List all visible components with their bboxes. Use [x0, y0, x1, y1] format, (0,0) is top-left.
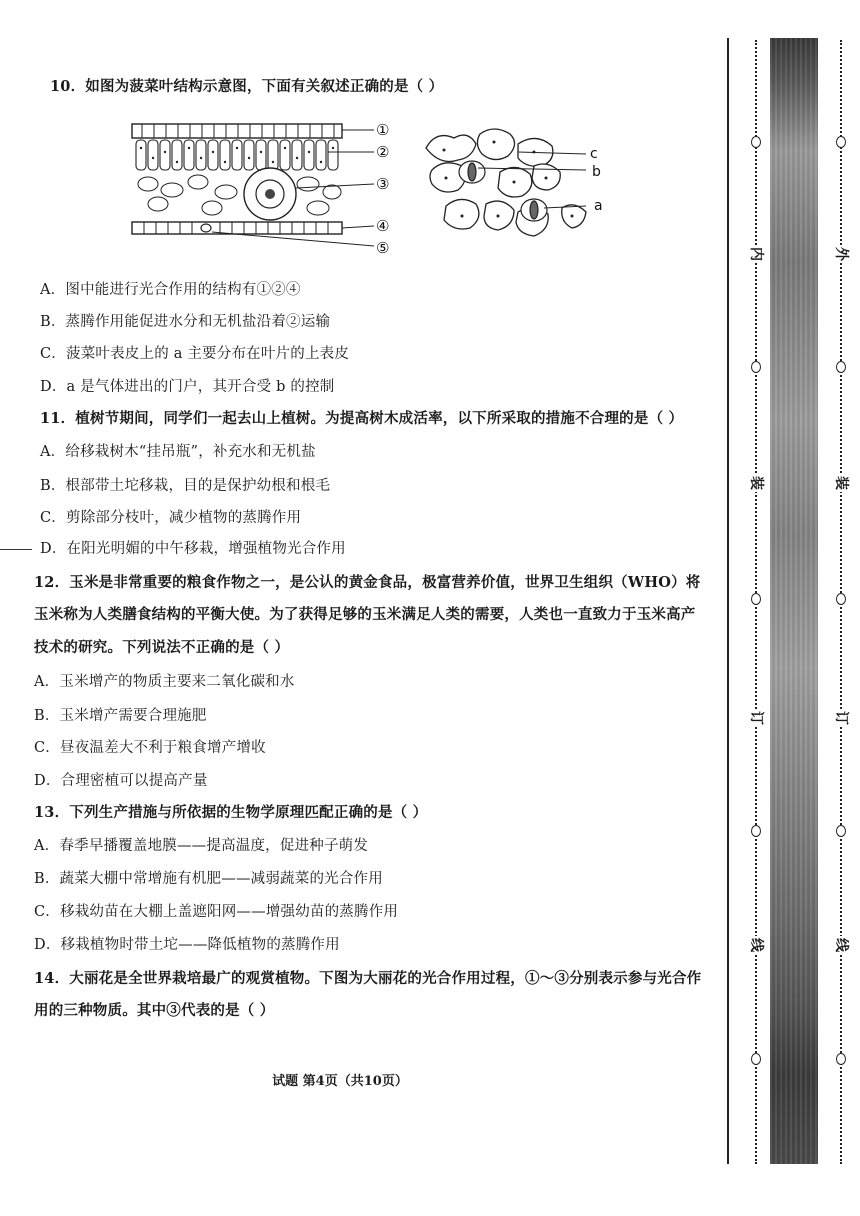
q12-option-b: B．玉米增产需要合理施肥 — [34, 708, 207, 724]
q13-option-d: D．移栽植物时带土坨——降低植物的蒸腾作用 — [34, 937, 340, 953]
q14-stem-line-2: 用的三种物质。其中③代表的是（ ） — [34, 1002, 275, 1019]
q10-option-c: C．菠菜叶表皮上的 a 主要分布在叶片的上表皮 — [40, 346, 350, 362]
page-footer: 试题 第4页（共10页） — [272, 1074, 408, 1089]
binding-hole — [836, 825, 846, 837]
binding-label-xian: 线 — [748, 938, 764, 952]
q13-stem: 13．下列生产措施与所依据的生物学原理匹配正确的是（ ） — [34, 804, 428, 821]
binding-label-zhuang: 装 — [748, 476, 764, 490]
binding-hole — [751, 361, 761, 373]
binding-shaded-band — [770, 38, 818, 1164]
q13-option-c: C．移栽幼苗在大棚上盖遮阳网——增强幼苗的蒸腾作用 — [34, 904, 399, 920]
q11-option-b: B．根部带土坨移栽，目的是保护幼根和根毛 — [40, 478, 331, 494]
q12-option-d: D．合理密植可以提高产量 — [34, 773, 208, 789]
label-4: ④ — [376, 217, 390, 235]
label-c: c — [590, 146, 598, 162]
label-b: b — [592, 164, 601, 180]
binding-hole — [836, 136, 846, 148]
binding-hole — [836, 1053, 846, 1065]
q12-stem-line-2: 玉米称为人类膳食结构的平衡大使。为了获得足够的玉米满足人类的需要，人类也一直致力于玉米高产 — [34, 606, 696, 623]
label-2: ② — [376, 143, 390, 161]
q13-option-b: B．蔬菜大棚中常增施有机肥——减弱蔬菜的光合作用 — [34, 871, 383, 887]
leaf-cross-section-diagram — [128, 118, 408, 258]
label-5: ⑤ — [376, 239, 390, 257]
label-a: a — [594, 198, 603, 214]
q12-option-c: C．昼夜温差大不利于粮食增产增收 — [34, 740, 266, 756]
binding-hole — [751, 1053, 761, 1065]
q12-stem-line-1: 12．玉米是非常重要的粮食作物之一，是公认的黄金食品，极富营养价值，世界卫生组织（WHO）将 — [34, 574, 701, 591]
binding-outer-line — [727, 38, 729, 1164]
binding-label-zhuang: 装 — [833, 476, 849, 490]
binding-hole — [751, 825, 761, 837]
binding-label-wai: 外 — [833, 247, 849, 261]
binding-hole — [751, 136, 761, 148]
label-1: ① — [376, 121, 390, 139]
q11-option-a: A．给移栽树木“挂吊瓶”，补充水和无机盐 — [40, 444, 316, 460]
binding-label-xian: 线 — [833, 938, 849, 952]
q12-stem-line-3: 技术的研究。下列说法不正确的是（ ） — [34, 639, 290, 656]
q10-option-d: D．a 是气体进出的门户，其开合受 b 的控制 — [40, 379, 335, 395]
binding-label-ding: 订 — [748, 711, 764, 725]
binding-label-ding: 订 — [833, 711, 849, 725]
q10-option-a: A．图中能进行光合作用的结构有①②④ — [40, 282, 301, 298]
binding-hole — [836, 361, 846, 373]
q11-stem: 11．植树节期间，同学们一起去山上植树。为提高树木成活率，以下所采取的措施不合理的是（ ） — [40, 410, 684, 427]
binding-label-nei: 内 — [748, 247, 764, 261]
q11-option-d: D．在阳光明媚的中午移栽，增强植物光合作用 — [40, 541, 346, 557]
stomata-epidermis-diagram — [422, 124, 622, 254]
q10-stem: 10．如图为菠菜叶结构示意图，下面有关叙述正确的是（ ） — [50, 78, 444, 95]
binding-hole — [836, 593, 846, 605]
margin-stub — [0, 549, 32, 550]
q11-option-c: C．剪除部分枝叶，减少植物的蒸腾作用 — [40, 510, 302, 526]
label-3: ③ — [376, 175, 390, 193]
q14-stem-line-1: 14．大丽花是全世界栽培最广的观赏植物。下图为大丽花的光合作用过程，①～③分别表示参与光合作 — [34, 970, 702, 987]
binding-hole — [751, 593, 761, 605]
q13-option-a: A．春季早播覆盖地膜——提高温度，促进种子萌发 — [34, 838, 369, 854]
q10-option-b: B．蒸腾作用能促进水分和无机盐沿着②运输 — [40, 314, 331, 330]
q12-option-a: A．玉米增产的物质主要来二氧化碳和水 — [34, 674, 295, 690]
